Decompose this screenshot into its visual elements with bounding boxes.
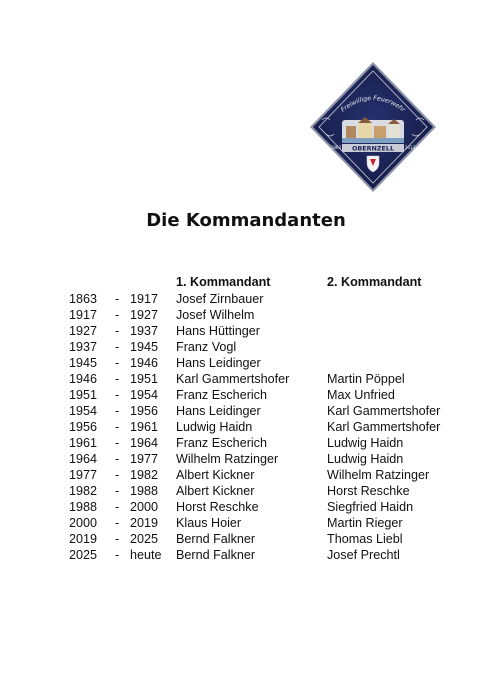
cell-to: 1951 (130, 372, 159, 386)
cell-dash: - (115, 356, 120, 370)
cell-second-commander (327, 339, 457, 355)
cell-from: 2019 (69, 532, 98, 546)
cell-second-commander: Ludwig Haidn (327, 436, 404, 450)
table-row (69, 291, 457, 307)
town-silhouette (342, 117, 404, 143)
cell-second-commander (327, 323, 457, 339)
cell-first-commander: Horst Reschke (176, 500, 259, 514)
cell-from: 1954 (69, 404, 98, 418)
header-dash (115, 272, 130, 291)
cell-first-commander: Ludwig Haidn (176, 420, 253, 434)
cell-to: 2025 (130, 532, 159, 546)
cell-to: 1961 (130, 420, 159, 434)
cell-from: 1956 (69, 420, 98, 434)
header-first-commander: 1. Kommandant (176, 275, 271, 289)
cell-to: 1946 (130, 356, 159, 370)
page-title: Die Kommandanten (146, 210, 346, 231)
cell-dash: - (115, 548, 120, 562)
table-row (69, 499, 457, 515)
cell-second-commander: Josef Prechtl (327, 548, 400, 562)
cell-to: 1927 (130, 308, 159, 322)
cell-to: 1954 (130, 388, 159, 402)
cell-to: 1956 (130, 404, 159, 418)
cell-second-commander: Thomas Liebl (327, 532, 403, 546)
cell-to: 1988 (130, 484, 159, 498)
cell-dash: - (115, 452, 120, 466)
cell-second-commander: Karl Gammertshofer (327, 420, 441, 434)
cell-second-commander: Karl Gammertshofer (327, 404, 441, 418)
cell-second-commander: Horst Reschke (327, 484, 410, 498)
cell-second-commander (327, 307, 457, 323)
cell-second-commander (327, 355, 457, 371)
cell-first-commander: Franz Vogl (176, 340, 237, 354)
cell-first-commander: Franz Escherich (176, 388, 267, 402)
cell-first-commander: Albert Kickner (176, 468, 255, 482)
cell-to: 1937 (130, 324, 159, 338)
emblem-year-right: 2013 (405, 145, 416, 150)
cell-dash: - (115, 292, 120, 306)
table-header-row (69, 272, 457, 291)
table-row (69, 307, 457, 323)
header-from (69, 272, 115, 291)
table-row (69, 515, 457, 531)
cell-dash: - (115, 308, 120, 322)
cell-to: 2019 (130, 516, 159, 530)
cell-dash: - (115, 340, 120, 354)
table-row (69, 403, 457, 419)
cell-from: 1927 (69, 324, 98, 338)
table-row (69, 531, 457, 547)
cell-second-commander: Wilhelm Ratzinger (327, 468, 430, 482)
cell-from: 1863 (69, 292, 98, 306)
cell-from: 1937 (69, 340, 98, 354)
table-row (69, 435, 457, 451)
cell-from: 1961 (69, 436, 98, 450)
cell-dash: - (115, 388, 120, 402)
cell-second-commander: Martin Rieger (327, 516, 403, 530)
cell-to: heute (130, 548, 162, 562)
cell-first-commander: Hans Leidinger (176, 404, 261, 418)
emblem-arc-text: Freiwillige Feuerwehr (339, 94, 407, 114)
cell-dash: - (115, 372, 120, 386)
cell-first-commander: Wilhelm Ratzinger (176, 452, 279, 466)
table-row (69, 355, 457, 371)
cell-first-commander: Karl Gammertshofer (176, 372, 290, 386)
emblem-graphic (308, 60, 438, 194)
cell-to: 1964 (130, 436, 159, 450)
emblem-town-name: OBERNZELL (351, 144, 395, 153)
cell-first-commander: Josef Wilhelm (176, 308, 255, 322)
cell-first-commander: Bernd Falkner (176, 532, 256, 546)
cell-first-commander: Bernd Falkner (176, 548, 256, 562)
table-row (69, 419, 457, 435)
cell-to: 1945 (130, 340, 159, 354)
emblem-year-left: 1863 (330, 145, 341, 150)
table-row (69, 483, 457, 499)
cell-first-commander: Franz Escherich (176, 436, 267, 450)
table-row (69, 387, 457, 403)
cell-second-commander: Ludwig Haidn (327, 452, 404, 466)
cell-dash: - (115, 532, 120, 546)
cell-from: 1951 (69, 388, 98, 402)
cell-dash: - (115, 436, 120, 450)
cell-from: 1946 (69, 372, 98, 386)
table-row (69, 339, 457, 355)
cell-from: 1917 (69, 308, 98, 322)
commanders-table (69, 272, 457, 563)
cell-second-commander (327, 291, 457, 307)
table-row (69, 371, 457, 387)
cell-dash: - (115, 404, 120, 418)
header-to (130, 272, 176, 291)
cell-to: 2000 (130, 500, 159, 514)
cell-from: 1964 (69, 452, 98, 466)
cell-to: 1982 (130, 468, 159, 482)
cell-from: 1977 (69, 468, 98, 482)
table-row (69, 451, 457, 467)
cell-second-commander: Siegfried Haidn (327, 500, 414, 514)
cell-dash: - (115, 324, 120, 338)
cell-dash: - (115, 468, 120, 482)
cell-dash: - (115, 484, 120, 498)
cell-first-commander: Klaus Hoier (176, 516, 242, 530)
cell-first-commander: Albert Kickner (176, 484, 255, 498)
cell-first-commander: Hans Leidinger (176, 356, 261, 370)
cell-from: 2025 (69, 548, 98, 562)
table-row (69, 467, 457, 483)
cell-second-commander: Martin Pöppel (327, 372, 405, 386)
commanders-table-body (69, 291, 457, 563)
cell-from: 2000 (69, 516, 98, 530)
cell-to: 1977 (130, 452, 159, 466)
cell-from: 1988 (69, 500, 98, 514)
cell-dash: - (115, 516, 120, 530)
cell-first-commander: Josef Zirnbauer (176, 292, 264, 306)
cell-first-commander: Hans Hüttinger (176, 324, 260, 338)
cell-from: 1945 (69, 356, 98, 370)
cell-to: 1917 (130, 292, 159, 306)
cell-dash: - (115, 420, 120, 434)
cell-from: 1982 (69, 484, 98, 498)
fire-brigade-emblem (308, 60, 438, 194)
table-row (69, 323, 457, 339)
header-second-commander: 2. Kommandant (327, 275, 422, 289)
cell-second-commander: Max Unfried (327, 388, 395, 402)
table-row (69, 547, 457, 563)
cell-dash: - (115, 500, 120, 514)
